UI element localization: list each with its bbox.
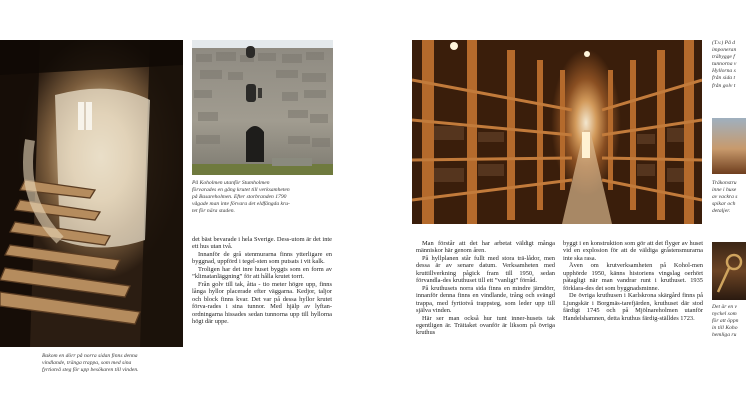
- caption-line: Det är en v: [712, 304, 738, 310]
- building-caption: [192, 180, 334, 215]
- caption-line: in till Koho: [712, 325, 738, 332]
- caption-line: hemliga ru: [712, 332, 737, 339]
- caption-line: träbygge f: [712, 54, 735, 61]
- caption-line: inne i huse: [712, 187, 737, 194]
- text-column-1: [192, 236, 332, 325]
- paragraph: det bäst bevarade i hela Sverige. Dess-utom är det inte ett hus utan två.: [192, 236, 332, 251]
- caption-line: detaljer.: [712, 208, 731, 215]
- right-top-caption: [712, 40, 746, 90]
- stairwell-caption: [42, 353, 187, 374]
- key-photo: [712, 242, 746, 300]
- caption-line: av vackra s: [712, 194, 738, 201]
- text-column-2: [416, 240, 555, 337]
- caption-line: På Koholmen utanför Stumholmen: [192, 180, 270, 186]
- caption-line: tunnorna v: [712, 61, 737, 68]
- powder-house-building-photo: [192, 40, 333, 175]
- paragraph: Även om krutverksamheten på Kohol-men upphörde 1950, känns historiens vingslag oerhört påtagligt när man vandrar runt i kruthuset. 1935 förklara-des det som byggnadsminne.: [563, 262, 703, 292]
- caption-line: Bakom en dörr på norra sidan finns denna: [42, 353, 138, 359]
- caption-line: tet för nära staden.: [192, 208, 235, 215]
- caption-line: från sida t: [712, 75, 736, 82]
- timber-construction-photo: [712, 118, 746, 174]
- paragraph: De övriga kruthusen i Karlskrona skärgård finns på Ljungskär i Borgmäs-tarefjärden, kruthuset där stod färdigt 1745 och på Mjölnareholmen utanför Handelshamnen, detta kruthus färdig-ställdes 1723.: [563, 292, 703, 322]
- caption-line: Träkonstru: [712, 180, 737, 186]
- right-mid-caption: [712, 180, 746, 215]
- caption-line: fyrtiotvå steg för upp besökaren till vinden.: [42, 367, 139, 374]
- paragraph: Här ser man också hur tunt inner-husets tak egentligen är. Träitaket ovanför är liksom på övriga kruthus: [416, 314, 555, 337]
- paragraph: På hyllplanen står fullt med stora trä-lådor, men dessa är av senare datum. Verksamheten med kruttillverkning pågick fram till 1950, sedan förvandla-des kruthuset till ett ”vanligt” förråd.: [416, 254, 555, 285]
- caption-line: imponeran: [712, 47, 737, 54]
- paragraph: Man förstår att det har arbetat väldigt många människor här genom åren.: [416, 240, 555, 255]
- caption-line: förvarades en gång krutet till verksamheten: [192, 187, 290, 194]
- stairwell-photo: [0, 40, 183, 347]
- powder-store-shelves-photo: [412, 40, 702, 224]
- paragraph: På kruthusets norra sida finns en mindre järndörr, innanför denna finns en vindlande, trång och svängd trappa, med fyrtiotvå trappsteg, som leder upp till själva vinden.: [416, 284, 555, 315]
- paragraph: Troligen har det inre huset byggts som en form av ”klimatanläggning” för att hålla krutet torrt.: [192, 265, 332, 281]
- caption-line: spikar och: [712, 201, 736, 208]
- caption-line: Hyllorna s: [712, 68, 736, 75]
- caption-line: för att öppn: [712, 318, 739, 325]
- caption-line: vindlande, tränga trappa, som med sina: [42, 360, 132, 367]
- caption-line: nyckel som: [712, 311, 737, 318]
- caption-line: (T.v.) På d: [712, 40, 736, 46]
- text-column-3: [563, 240, 703, 322]
- paragraph: Innanför de grå stenmurarna finns ytterligare en byggnad, uppförd i tegel-sten som putsats i vit kalk.: [192, 250, 332, 266]
- right-bottom-caption: [712, 304, 746, 339]
- caption-line: vågade man inte förvara det eldfängda kru-: [192, 201, 290, 208]
- caption-line: från golv t: [712, 82, 736, 89]
- paragraph: byggt i en konstruktion som gör att det flyger av huset vid en explosion för att de väldiga gråstensmurarna inte ska rasa.: [563, 240, 703, 262]
- caption-line: på Basareholmen. Efter storbranden 1790: [192, 194, 287, 201]
- paragraph: Från golv till tak, åtta - tio meter högre upp, finns långa hyllor placerade efter väggarna. Kedjor, taljor och block finns kvar. Det var på dessa hyllor krutet förva-rades i sina tunnor. Med hjälp av lyftan-ordningarna hissades sedan tunnorna upp till hyllorna högt där uppe.: [192, 280, 332, 325]
